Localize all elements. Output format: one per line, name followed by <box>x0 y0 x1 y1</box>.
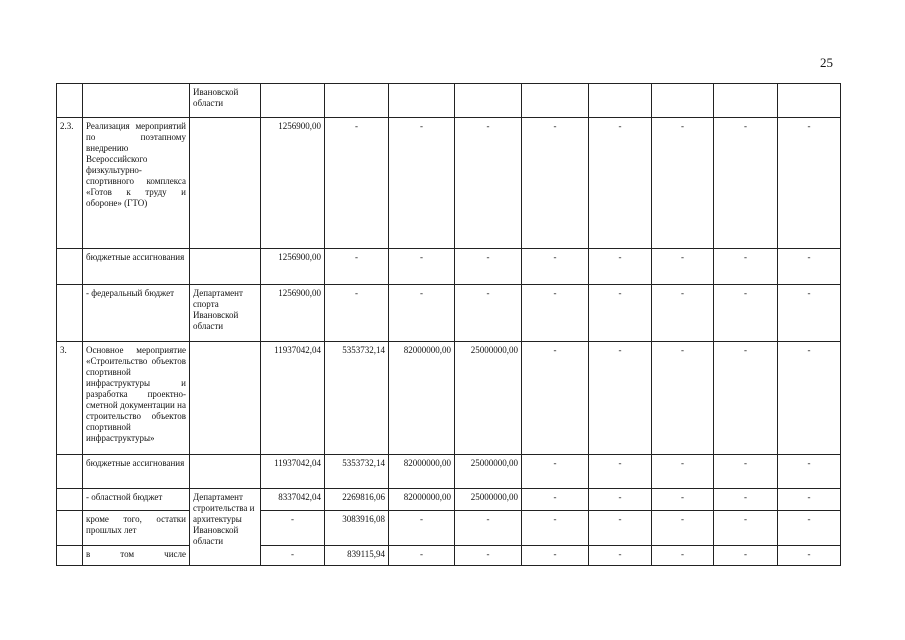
dash-cell: - <box>778 249 841 285</box>
row-number: 3. <box>57 342 83 455</box>
value-cell: 3083916,08 <box>325 511 389 546</box>
dash-cell: - <box>389 511 455 546</box>
table-row <box>57 342 841 455</box>
table-row <box>57 118 841 249</box>
dash-cell: - <box>714 546 778 566</box>
dash-cell: - <box>714 455 778 489</box>
dash-cell: - <box>714 511 778 546</box>
dash-cell: - <box>652 546 714 566</box>
table-row <box>57 511 841 546</box>
dash-cell: - <box>522 455 589 489</box>
table-row <box>57 249 841 285</box>
row-name: - областной бюджет <box>83 489 190 511</box>
dash-cell: - <box>455 511 522 546</box>
dash-cell: - <box>522 249 589 285</box>
dash-cell: - <box>589 285 652 342</box>
dash-cell: - <box>325 285 389 342</box>
dash-cell: - <box>522 342 589 455</box>
row-number <box>57 84 83 118</box>
dash-cell: - <box>652 342 714 455</box>
dash-cell: - <box>589 489 652 511</box>
dash-cell: - <box>389 249 455 285</box>
value-cell: - <box>261 511 325 546</box>
row-name: Реализация мероприятий по поэтапному внедрению Всероссийского физкультурно-спортивного комплекса «Готов к труду и обороне» (ГТО) <box>83 118 190 249</box>
row-name: в том числе <box>83 546 190 566</box>
dash-cell: - <box>652 118 714 249</box>
dash-cell: - <box>714 249 778 285</box>
table-row <box>57 489 841 511</box>
dash-cell: - <box>455 249 522 285</box>
dash-cell: - <box>778 342 841 455</box>
value-cell: 5353732,14 <box>325 455 389 489</box>
table-row <box>57 285 841 342</box>
dash-cell: - <box>389 118 455 249</box>
value-cell: 8337042,04 <box>261 489 325 511</box>
dash-cell: - <box>714 489 778 511</box>
value-cell: 2269816,06 <box>325 489 389 511</box>
dash-cell: - <box>455 546 522 566</box>
cell <box>325 84 389 118</box>
dash-cell: - <box>589 546 652 566</box>
cell <box>589 84 652 118</box>
dash-cell: - <box>522 489 589 511</box>
cell <box>389 84 455 118</box>
dash-cell: - <box>652 511 714 546</box>
page-number: 25 <box>820 55 833 70</box>
row-name: Основное мероприятие «Строительство объектов спортивной инфраструктуры и разработка проектно-сметной документации на строительство объектов спортивной инфраструктуры» <box>83 342 190 455</box>
cell <box>261 84 325 118</box>
dash-cell: - <box>778 489 841 511</box>
dash-cell: - <box>455 118 522 249</box>
dash-cell: - <box>589 511 652 546</box>
cell <box>652 84 714 118</box>
dash-cell: - <box>652 489 714 511</box>
table-row <box>57 455 841 489</box>
row-executor <box>190 249 261 285</box>
value-cell: 82000000,00 <box>389 455 455 489</box>
value-cell: 839115,94 <box>325 546 389 566</box>
dash-cell: - <box>325 118 389 249</box>
row-executor: Ивановской области <box>190 84 261 118</box>
table-row <box>57 84 841 118</box>
row-number: 2.3. <box>57 118 83 249</box>
cell <box>455 84 522 118</box>
row-number <box>57 546 83 566</box>
dash-cell: - <box>325 249 389 285</box>
row-executor <box>190 118 261 249</box>
cell <box>522 84 589 118</box>
dash-cell: - <box>522 118 589 249</box>
dash-cell: - <box>589 118 652 249</box>
dash-cell: - <box>455 285 522 342</box>
dash-cell: - <box>589 249 652 285</box>
value-cell: 1256900,00 <box>261 249 325 285</box>
row-name: - федеральный бюджет <box>83 285 190 342</box>
row-executor: Департамент строительства и архитектуры Ивановской области <box>190 489 261 566</box>
cell <box>714 84 778 118</box>
dash-cell: - <box>652 249 714 285</box>
dash-cell: - <box>389 285 455 342</box>
row-name: бюджетные ассигнования <box>83 455 190 489</box>
dash-cell: - <box>522 285 589 342</box>
dash-cell: - <box>389 546 455 566</box>
dash-cell: - <box>522 546 589 566</box>
row-name: бюджетные ассигнования <box>83 249 190 285</box>
row-number <box>57 511 83 546</box>
value-cell: 25000000,00 <box>455 342 522 455</box>
row-name: кроме того, остатки прошлых лет <box>83 511 190 546</box>
value-cell: 25000000,00 <box>455 455 522 489</box>
dash-cell: - <box>589 455 652 489</box>
dash-cell: - <box>652 285 714 342</box>
dash-cell: - <box>778 118 841 249</box>
row-number <box>57 249 83 285</box>
value-cell: 1256900,00 <box>261 118 325 249</box>
dash-cell: - <box>778 511 841 546</box>
value-cell: 11937042,04 <box>261 342 325 455</box>
dash-cell: - <box>522 511 589 546</box>
dash-cell: - <box>652 455 714 489</box>
row-executor: Департамент спорта Ивановской области <box>190 285 261 342</box>
dash-cell: - <box>714 285 778 342</box>
value-cell: 1256900,00 <box>261 285 325 342</box>
budget-table <box>56 83 841 566</box>
dash-cell: - <box>714 342 778 455</box>
value-cell: - <box>261 546 325 566</box>
value-cell: 5353732,14 <box>325 342 389 455</box>
row-executor <box>190 342 261 455</box>
dash-cell: - <box>714 118 778 249</box>
row-name <box>83 84 190 118</box>
value-cell: 82000000,00 <box>389 489 455 511</box>
dash-cell: - <box>778 285 841 342</box>
row-number <box>57 285 83 342</box>
value-cell: 82000000,00 <box>389 342 455 455</box>
row-executor <box>190 455 261 489</box>
value-cell: 25000000,00 <box>455 489 522 511</box>
row-number <box>57 489 83 511</box>
value-cell: 11937042,04 <box>261 455 325 489</box>
table-row <box>57 546 841 566</box>
dash-cell: - <box>778 455 841 489</box>
dash-cell: - <box>778 546 841 566</box>
dash-cell: - <box>589 342 652 455</box>
row-number <box>57 455 83 489</box>
cell <box>778 84 841 118</box>
